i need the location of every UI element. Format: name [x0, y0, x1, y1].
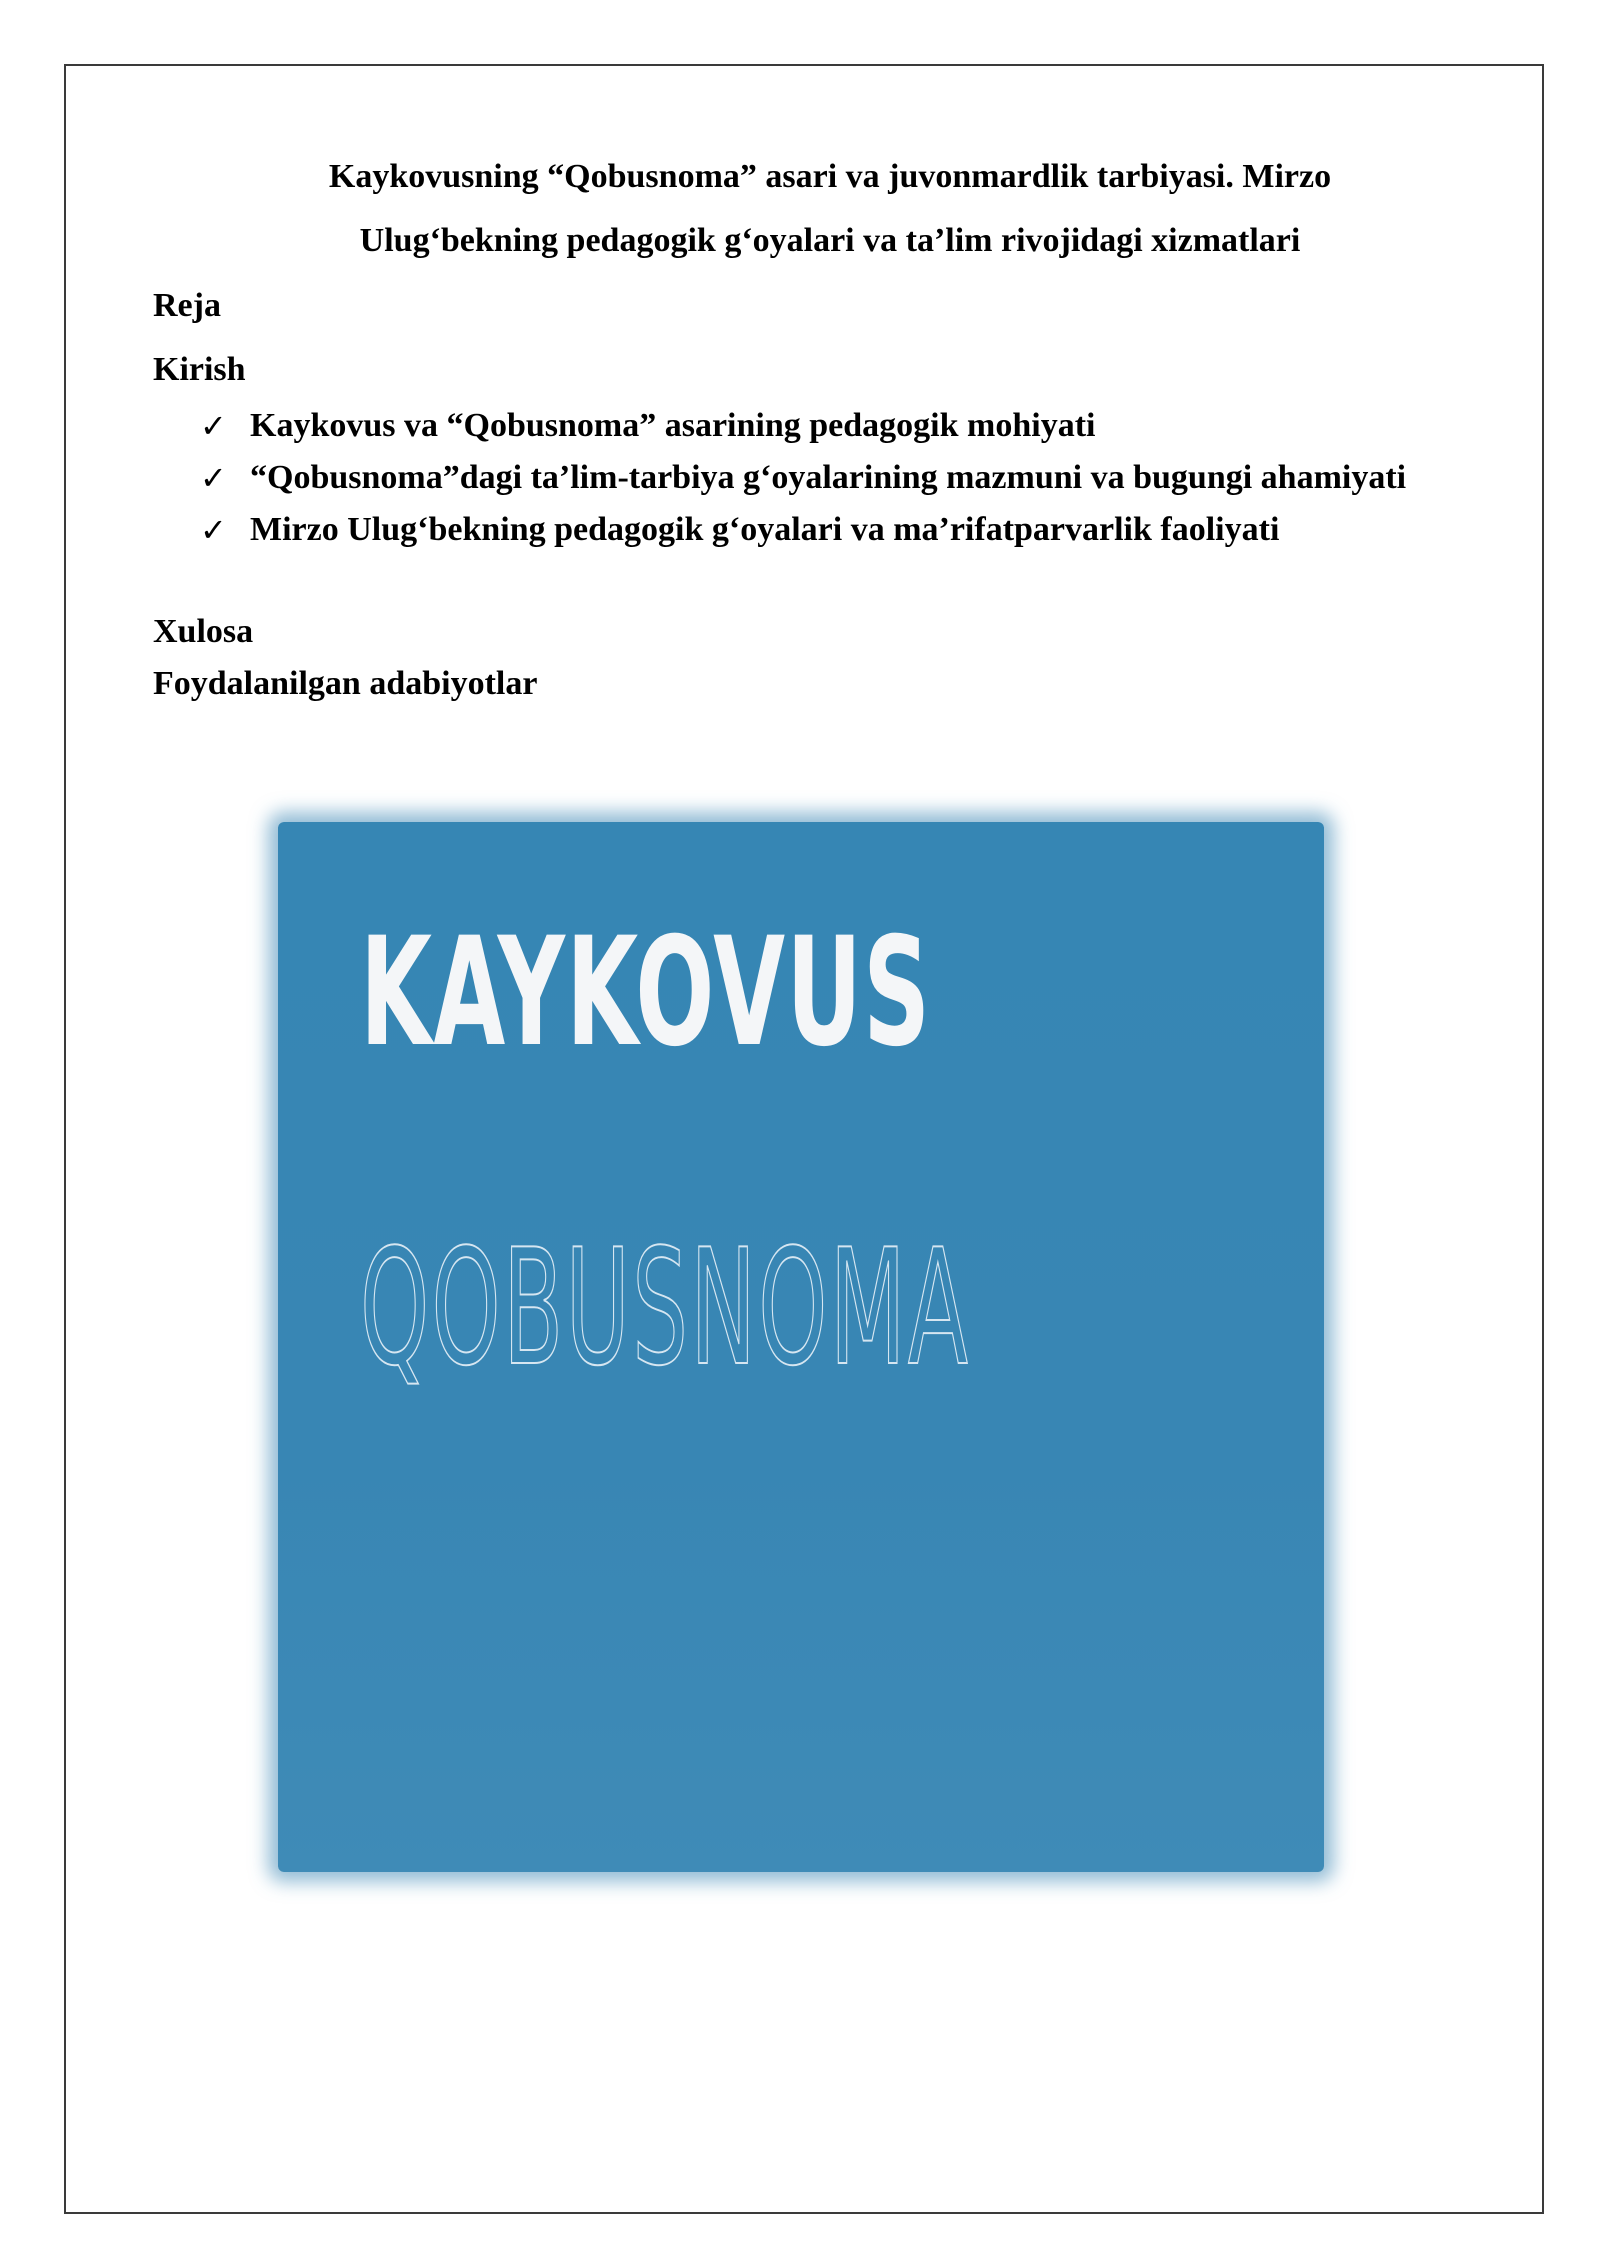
cover-image: [278, 822, 1324, 1872]
cover-subtitle-text: QOBUSNOMA: [360, 1214, 971, 1401]
document-title: [140, 145, 1520, 273]
plan-item-text: “Qobusnoma”dagi ta’lim-tarbiya g‘oyalarining mazmuni va bugungi ahamiyati: [250, 459, 1407, 496]
plan-heading: Reja: [153, 287, 221, 324]
cover-title-text: KAYKOVUS: [360, 906, 932, 1080]
plan-item: [200, 452, 1420, 504]
title-line-1: Kaykovusning “Qobusnoma” asari va juvonmardlik tarbiyasi. Mirzo: [328, 158, 1332, 195]
title-line-2: Ulug‘bekning pedagogik g‘oyalari va ta’lim rivojidagi xizmatlari: [359, 222, 1301, 259]
check-icon: ✓: [200, 459, 227, 497]
check-icon: ✓: [200, 511, 227, 549]
plan-item-text: Kaykovus va “Qobusnoma” asarining pedagogik mohiyati: [250, 407, 1096, 444]
intro-heading: Kirish: [153, 351, 246, 388]
check-icon: ✓: [200, 407, 227, 445]
plan-item-text: Mirzo Ulug‘bekning pedagogik g‘oyalari va ma’rifatparvarlik faoliyati: [250, 511, 1280, 548]
conclusion-heading: Xulosa: [153, 613, 254, 650]
plan-item: [200, 504, 1420, 556]
plan-list: [200, 400, 1420, 556]
plan-item: [200, 400, 1420, 452]
references-heading: Foydalanilgan adabiyotlar: [153, 665, 538, 702]
